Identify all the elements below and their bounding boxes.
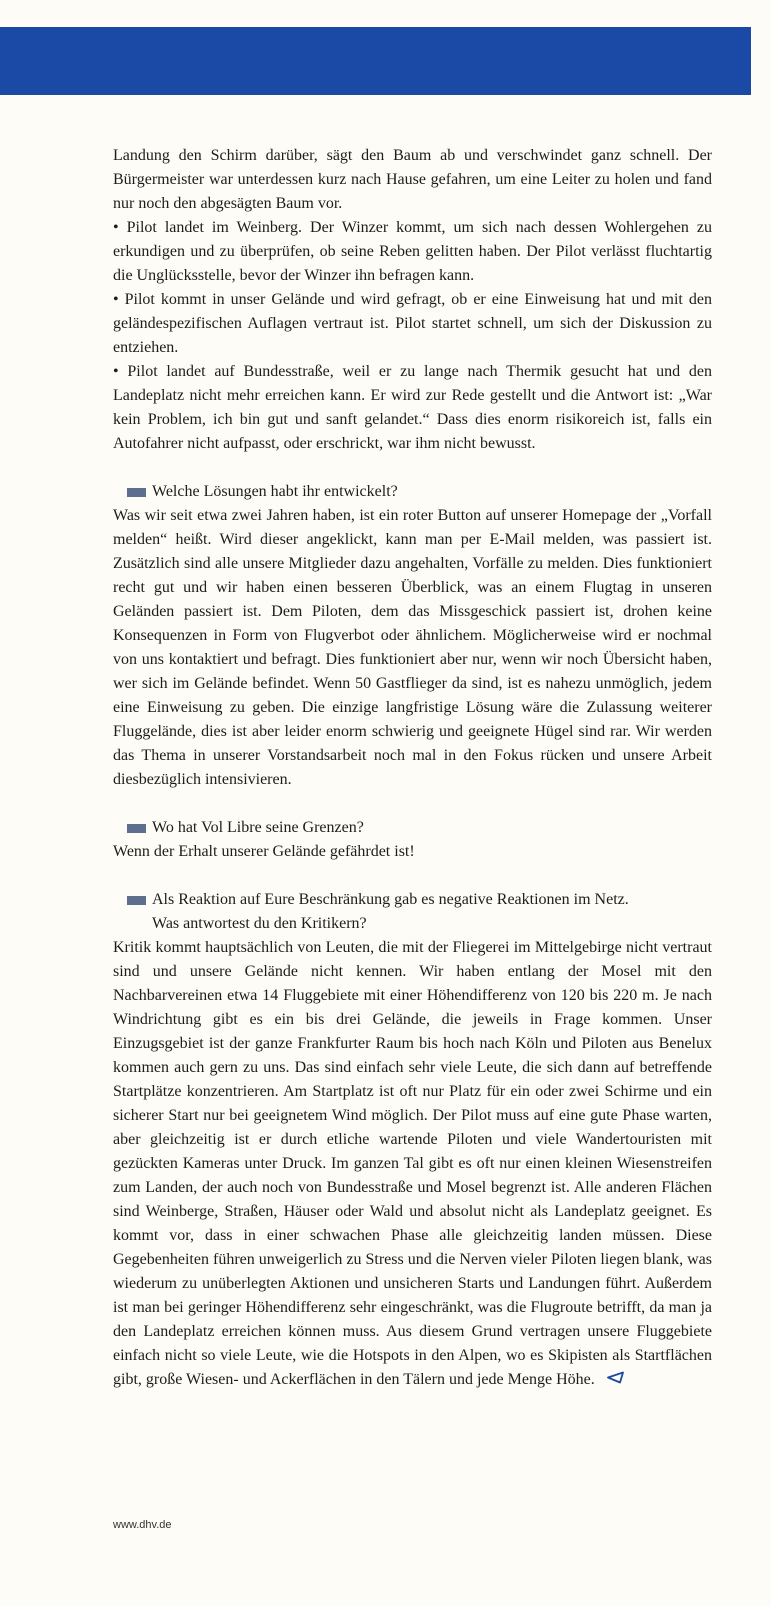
question-text-continued: Was antwortest du den Kritikern?	[152, 915, 367, 932]
question-text: Wo hat Vol Libre seine Grenzen?	[152, 819, 364, 836]
end-of-article-triangle-icon	[607, 1368, 625, 1392]
question-text: Als Reaktion auf Eure Beschränkung gab es negative Reaktionen im Netz.	[152, 891, 629, 908]
bullet-item: • Pilot kommt in unser Gelände und wird gefragt, ob er eine Einweisung hat und mit den geländespezifischen Auflagen vertraut ist. Pilot startet schnell, um sich der Diskussion zu entziehen.	[113, 291, 712, 356]
heading-marker-icon	[127, 824, 146, 833]
answer-paragraph: Was wir seit etwa zwei Jahren haben, ist ein roter Button auf unserer Homepage der „Vorfall melden“ heißt. Wird dieser angeklickt, kann man per E-Mail melden, was passiert ist. Zusätzlich sind alle unsere Mitglieder dazu angehalten, Vorfälle zu melden. Dies funktioniert recht gut und wir haben einen besseren Überblick, was an einem Flugtag in unseren Geländen passiert ist. Dem Piloten, dem das Missgeschick passiert ist, drohen keine Konsequenzen in Form von Flugverbot oder ähnlichem. Möglicherweise wird er nochmal von uns kontaktiert und befragt. Dies funktioniert aber nur, wenn wir noch Übersicht haben, wer sich im Gelände befindet. Wenn 50 Gastflieger da sind, ist es nahezu unmöglich, jedem eine Einweisung zu geben. Die einzige langfristige Lösung wäre die Zulassung weiterer Fluggelände, dies ist aber leider enorm schwierig und geeignete Hügel sind rar. Wir werden das Thema in unserer Vorstandsarbeit noch mal in den Fokus rücken und unsere Arbeit diesbezüglich intensivieren.	[113, 507, 712, 788]
heading-marker-icon	[127, 896, 146, 905]
heading-marker-icon	[127, 488, 146, 497]
footer-url: www.dhv.de	[113, 1519, 172, 1531]
section-heading	[113, 888, 712, 912]
bullet-item: • Pilot landet auf Bundesstraße, weil er zu lange nach Thermik gesucht hat und den Landeplatz nicht mehr erreichen kann. Er wird zur Rede gestellt und die Antwort ist: „War kein Problem, ich bin gut und sanft gelandet.“ Dass dies enorm risikoreich ist, falls ein Autofahrer nicht aufpasst, oder erschrickt, war ihm nicht bewusst.	[113, 363, 712, 452]
section-heading	[113, 480, 712, 504]
article-body	[113, 144, 712, 1392]
question-text: Welche Lösungen habt ihr entwickelt?	[152, 483, 398, 500]
bullet-item: • Pilot landet im Weinberg. Der Winzer kommt, um sich nach dessen Wohlergehen zu erkundigen und zu überprüfen, ob seine Reben gelitten haben. Der Pilot verlässt fluchtartig die Unglücksstelle, bevor der Winzer ihn befragen kann.	[113, 219, 712, 284]
header-color-bar	[0, 27, 751, 95]
answer-paragraph	[113, 936, 712, 1392]
intro-paragraph: Landung den Schirm darüber, sägt den Baum ab und verschwindet ganz schnell. Der Bürgermeister war unterdessen kurz nach Hause gefahren, um eine Leiter zu holen und fand nur noch den abgesägten Baum vor.	[113, 147, 712, 212]
section-heading	[113, 816, 712, 840]
answer-paragraph: Wenn der Erhalt unserer Gelände gefährdet ist!	[113, 843, 415, 860]
answer-text: Kritik kommt hauptsächlich von Leuten, die mit der Fliegerei im Mittelgebirge nicht vertraut sind und unsere Gelände nicht kennen. Wir haben entlang der Mosel mit den Nachbarvereinen etwa 14 Fluggebiete mit einer Höhendifferenz von 120 bis 220 m. Je nach Windrichtung gibt es ein bis drei Gelände, die jeweils in Frage kommen. Unser Einzugsgebiet ist der ganze Frankfurter Raum bis hoch nach Köln und Piloten aus Benelux kommen auch gern zu uns. Das sind einfach sehr viele Leute, die sich dann auf betreffende Startplätze konzentrieren. Am Startplatz ist oft nur Platz für ein oder zwei Schirme und ein sicherer Start nur bei geeignetem Wind möglich. Der Pilot muss auf eine gute Phase warten, aber gleichzeitig ist er durch etliche wartende Piloten und viele Wandertouristen mit gezückten Kameras unter Druck. Im ganzen Tal gibt es oft nur einen kleinen Wiesenstreifen zum Landen, der auch noch von Bundesstraße und Mosel begrenzt ist. Alle anderen Flächen sind Weinberge, Straßen, Häuser oder Wald und absolut nicht als Landeplatz geeignet. Es kommt vor, dass in einer schwachen Phase alle gleichzeitig landen müssen. Diese Gegebenheiten führen unweigerlich zu Stress und die Nerven vieler Piloten liegen blank, was wiederum zu unüberlegten Aktionen und unsicheren Starts und Landungen führt. Außerdem ist man bei geringer Höhendifferenz sehr eingeschränkt, was die Flugroute betrifft, da man ja den Landeplatz erreichen können muss. Aus diesem Grund vertragen unsere Fluggebiete einfach nicht so viele Leute, wie die Hotspots in den Alpen, wo es Skipisten als Startflächen gibt, große Wiesen- und Ackerflächen in den Tälern und jede Menge Höhe.	[113, 939, 712, 1388]
